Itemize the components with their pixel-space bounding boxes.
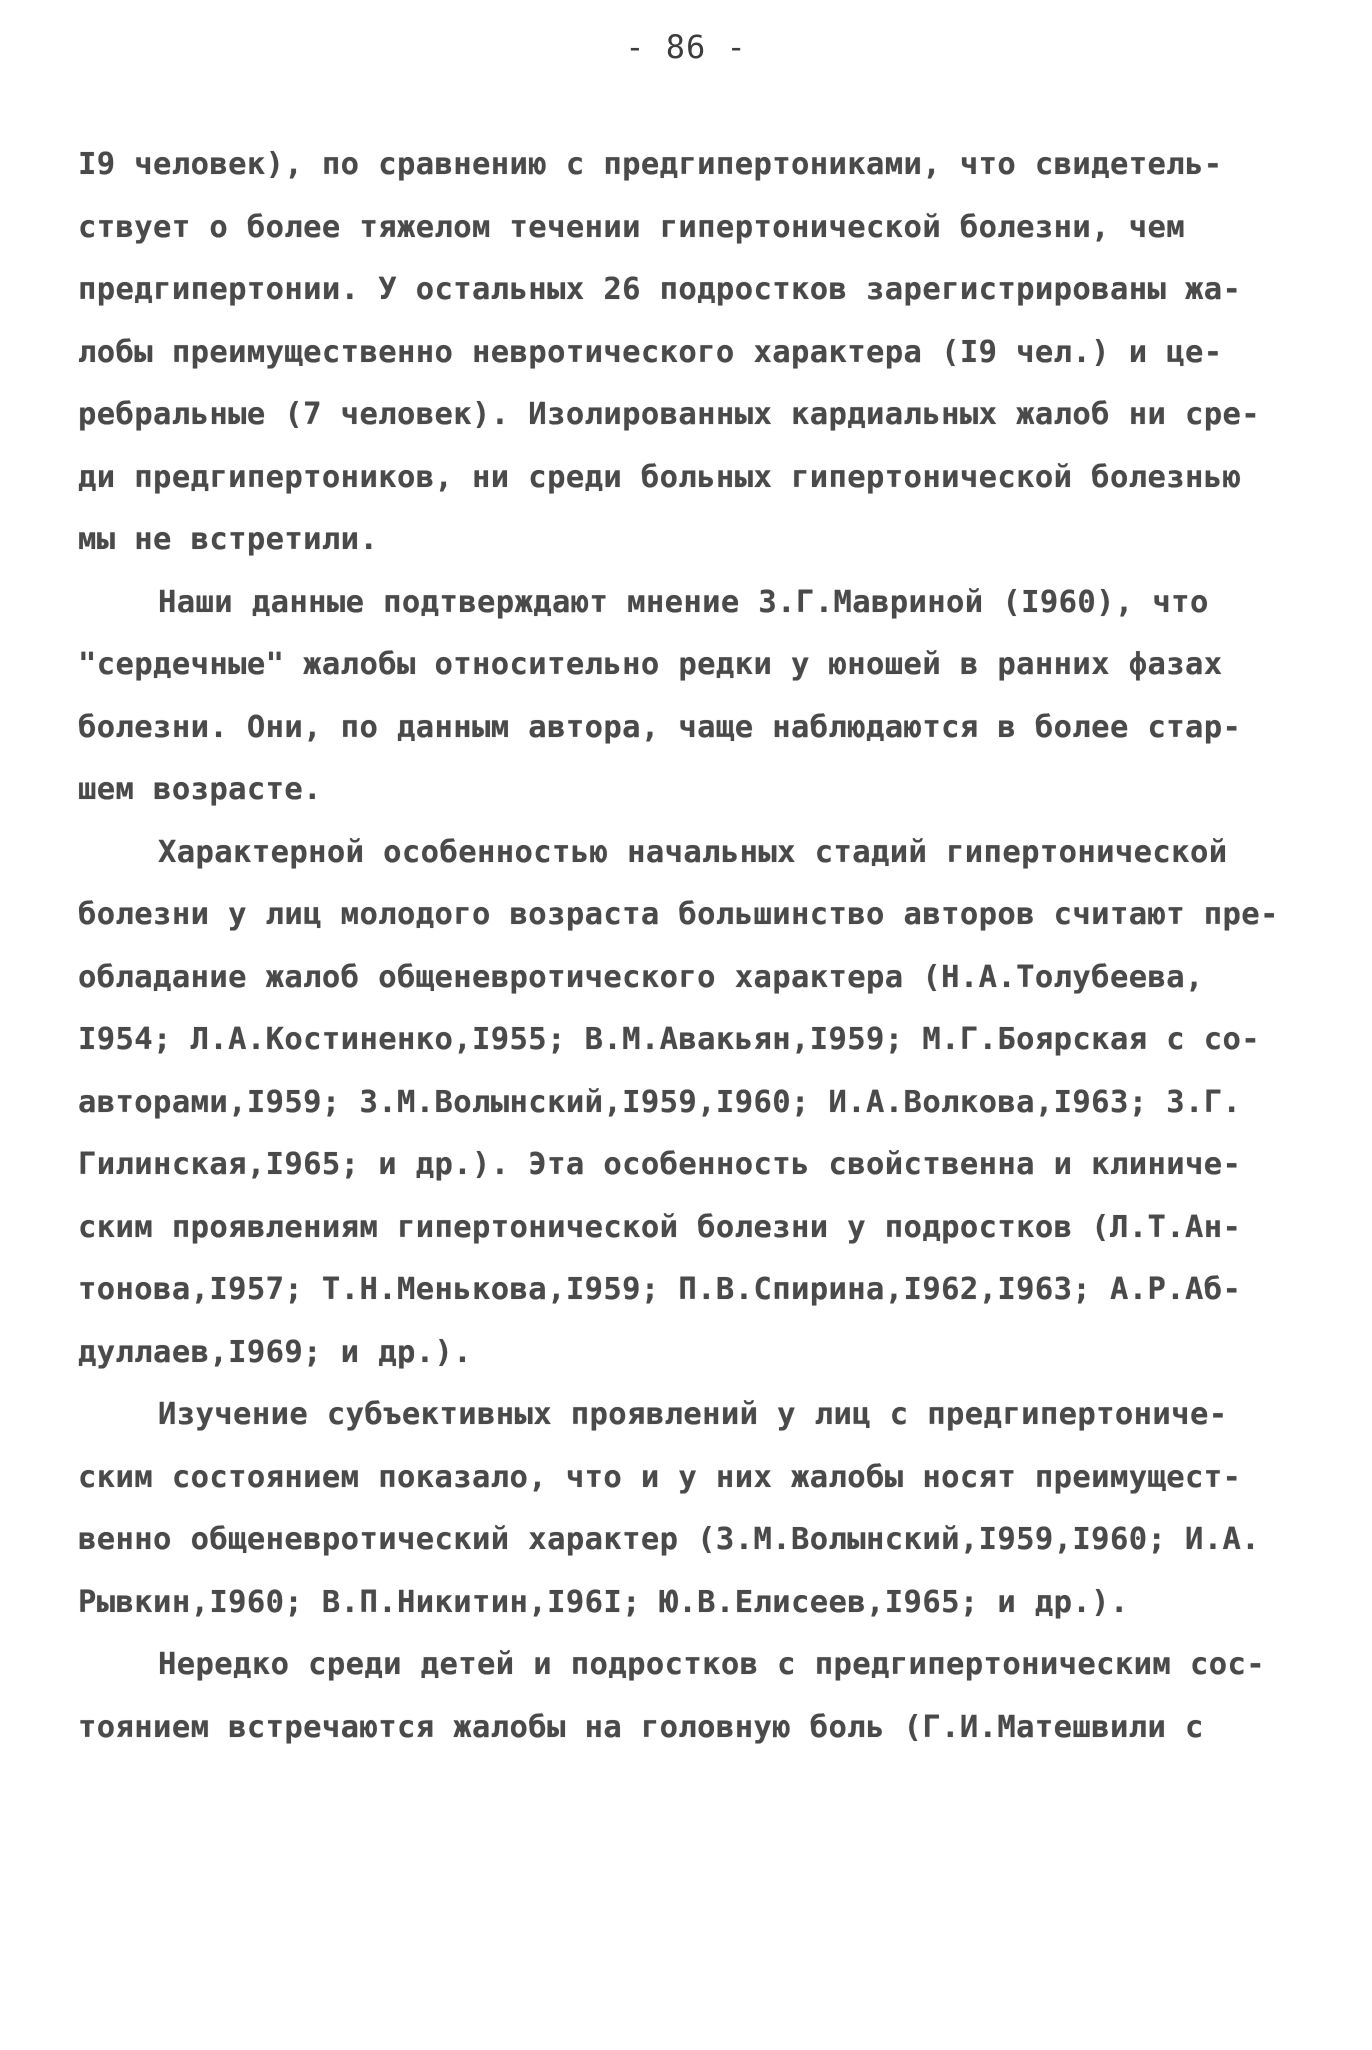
text-line: предгипертонии. У остальных 26 подростков зарегистрированы жа- — [78, 272, 1242, 307]
page-number: - 86 - — [625, 28, 747, 66]
text-line: ди предгипертоников, ни среди больных гипертонической болезнью — [78, 459, 1242, 495]
text-line: лобы преимущественно невротического характера (I9 чел.) и це- — [78, 334, 1223, 370]
text-line: Характерной особенностью начальных стадий гипертонической — [158, 834, 1228, 870]
text-line: Нередко среди детей и подростков с предгипертоническим сос- — [158, 1647, 1265, 1682]
text-line: ребральные (7 человек). Изолированных кардиальных жалоб ни сре- — [78, 397, 1261, 432]
text-line: мы не встретили. — [78, 522, 379, 557]
text-line: обладание жалоб общеневротического характера (Н.А.Толубеева, — [78, 959, 1204, 995]
text-line: I9 человек), по сравнению с предгипертониками, что свидетель- — [78, 147, 1223, 182]
text-line: болезни у лиц молодого возраста большинство авторов считают пре- — [78, 897, 1279, 932]
text-line: дуллаев,I969; и др.). — [78, 1334, 473, 1370]
text-line: авторами,I959; З.М.Волынский,I959,I960; И.А.Волкова,I963; З.Г. — [78, 1084, 1242, 1120]
text-line: шем возрасте. — [78, 772, 322, 807]
text-line: Наши данные подтверждают мнение З.Г.Мавриной (I960), что — [158, 584, 1209, 620]
text-line: ским состоянием показало, что и у них жалобы носят преимущест- — [78, 1459, 1242, 1495]
text-line: I954; Л.А.Костиненко,I955; В.М.Авакьян,I959; М.Г.Боярская с со- — [78, 1022, 1261, 1057]
text-line: венно общеневротический характер (З.М.Волынский,I959,I960; И.А. — [78, 1522, 1261, 1557]
text-line: тонова,I957; Т.Н.Менькова,I959; П.В.Спирина,I962,I963; А.Р.Аб- — [78, 1272, 1242, 1307]
body-text — [78, 134, 1298, 1759]
text-line: ствует о более тяжелом течении гипертонической болезни, чем — [78, 209, 1185, 245]
text-line: "сердечные" жалобы относительно редки у юношей в ранних фазах — [78, 647, 1223, 682]
text-line: Гилинская,I965; и др.). Эта особенность свойственна и клиниче- — [78, 1147, 1242, 1182]
text-line: Рывкин,I960; В.П.Никитин,I96I; Ю.В.Елисеев,I965; и др.). — [78, 1584, 1129, 1620]
text-line: болезни. Они, по данным автора, чаще наблюдаются в более стар- — [78, 709, 1242, 745]
text-line: тоянием встречаются жалобы на головную боль (Г.И.Матешвили с — [78, 1709, 1204, 1745]
text-line: Изучение субъективных проявлений у лиц с предгипертониче- — [158, 1397, 1228, 1432]
text-line: ским проявлениям гипертонической болезни у подростков (Л.Т.Ан- — [78, 1209, 1242, 1245]
